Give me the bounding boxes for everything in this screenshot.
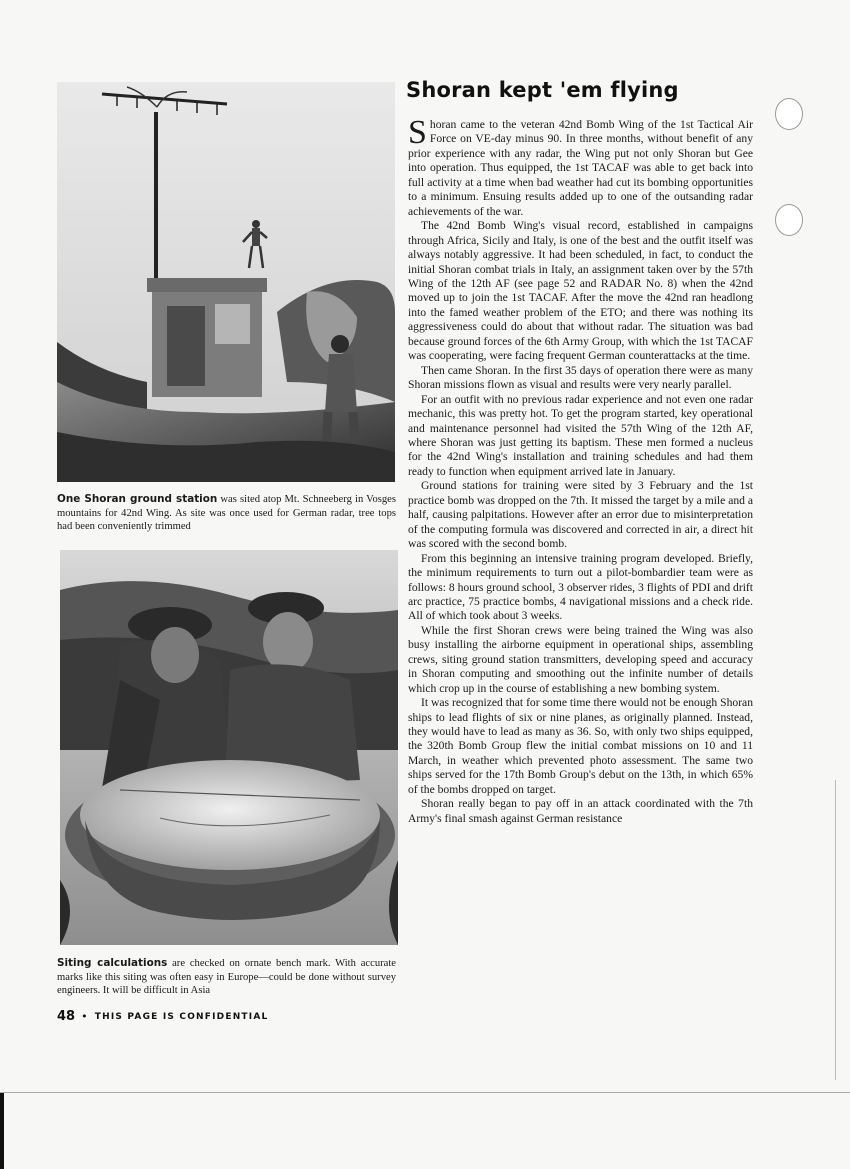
article-paragraph: Shoran really began to pay off in an attack coordinated with the 7th Army's final smash against German resistance xyxy=(408,797,753,825)
article-paragraph: Ground stations for training were sited by 3 February and the 1st practice bomb was dropped on the 7th. It missed the target by a mile and a half, causing palpitations. However after an error due to misinterpretation of the computing formula was discovered and corrected in air, a direct hit was scored with the second bomb. xyxy=(408,479,753,551)
page-footer xyxy=(57,1009,268,1024)
article-paragraph: From this beginning an intensive training program developed. Briefly, the minimum requirements to turn out a pilot-bombardier team were as follows: 8 hours ground school, 3 observer rides, 3 flights of PDI and drift arc practice, 75 practice bombs, 4 navigational missions and a check ride. All of which took about 3 weeks. xyxy=(408,551,753,623)
page-number: 48 xyxy=(57,1009,76,1024)
figure-2-caption xyxy=(57,957,396,998)
figure-2-caption-text: are checked on ornate bench mark. With accurate marks like this siting was often easy in Europe—could be done without survey engineers. It will be difficult in Asia xyxy=(57,958,396,997)
article-paragraph: Shoran came to the veteran 42nd Bomb Wing of the 1st Tactical Air Force on VE-day minus 90. In three months, without benefit of any prior experience with any radar, the Wing put not only Shoran but Gee into operation. Thus equipped, the 1st TACAF was able to get back into full activity at a time when bad weather had cut its bombing opportunities to a minimum. Ensuing results added up to one of the outsanding radar achievements of the war. xyxy=(408,114,753,218)
article-paragraph: It was recognized that for some time there would not be enough Shoran ships to lead flights of six or nine planes, as originally planned. Instead, they would have to lead as many as 36. So, with only two ships equipped, the 320th Bomb Group flew the initial combat missions on 10 and 11 March, in weather which prevented photo assessment. The same two ships served for the 17th Bomb Group's debut on the 13th, in which 65% of the bombs dropped on target. xyxy=(408,696,753,796)
article-paragraph: For an outfit with no previous radar experience and not even one radar mechanic, this was pretty hot. To get the program started, key operational and maintenance personnel had visited the 57th Wing of the 12th AF, where Shoran was just getting its baptism. These men formed a nucleus for the 42nd Wing's installation and training schedules and had them ready to function when equipment arrived late in January. xyxy=(408,392,753,478)
article-paragraph: While the first Shoran crews were being trained the Wing was also busy installing the airborne equipment in operational ships, assembling crews, siting ground station transmitters, developing speed and accuracy in Shoran computing and smoothing out the infinite number of details which crop up in the course of establishing a new bombing system. xyxy=(408,623,753,695)
punch-hole xyxy=(775,98,803,130)
article-paragraph: Then came Shoran. In the first 35 days of operation there were as many Shoran missions flown as visual and results were very nearly parallel. xyxy=(408,363,753,392)
footer-separator: • xyxy=(81,1010,89,1023)
scan-edge xyxy=(835,780,836,1080)
ground-station-photo xyxy=(57,82,395,482)
article-body xyxy=(408,114,753,826)
punch-hole xyxy=(775,204,803,236)
scan-edge xyxy=(0,1092,850,1093)
bench-mark-photo xyxy=(60,550,398,945)
figure-1-caption xyxy=(57,493,396,534)
confidential-notice: THIS PAGE IS CONFIDENTIAL xyxy=(94,1011,269,1022)
article-paragraph: The 42nd Bomb Wing's visual record, established in campaigns through Africa, Sicily and Italy, is one of the best and the outfit itself was always notably aggressive. It had been scheduled, in fact, to conduct the initial Shoran combat trials in Italy, an assignment taken over by the 57th Wing of the 12th AF (see page 52 and RADAR No. 8) when the 42nd moved up to join the 1st TACAF. After the move the 42nd ran headlong into the famed weather problem of the ETO; and there was nothing its aggressiveness could do about that without radar. The situation was bad because ground forces of the 6th Army Group, with which the 1st TACAF was cooperating, were facing frequent German counterattacks at the time. xyxy=(408,219,753,363)
figure-2-caption-lead: Siting calculations xyxy=(57,957,168,969)
figure-1-caption-lead: One Shoran ground station xyxy=(57,493,218,505)
figure-1-caption-text: was sited atop Mt. Schneeberg in Vosges mountains for 42nd Wing. As site was once used for German radar, tree tops had been conveniently trimmed xyxy=(57,494,396,533)
scan-edge xyxy=(0,1093,4,1169)
drop-cap: S xyxy=(408,114,427,151)
article-title: Shoran kept 'em flying xyxy=(406,78,679,102)
